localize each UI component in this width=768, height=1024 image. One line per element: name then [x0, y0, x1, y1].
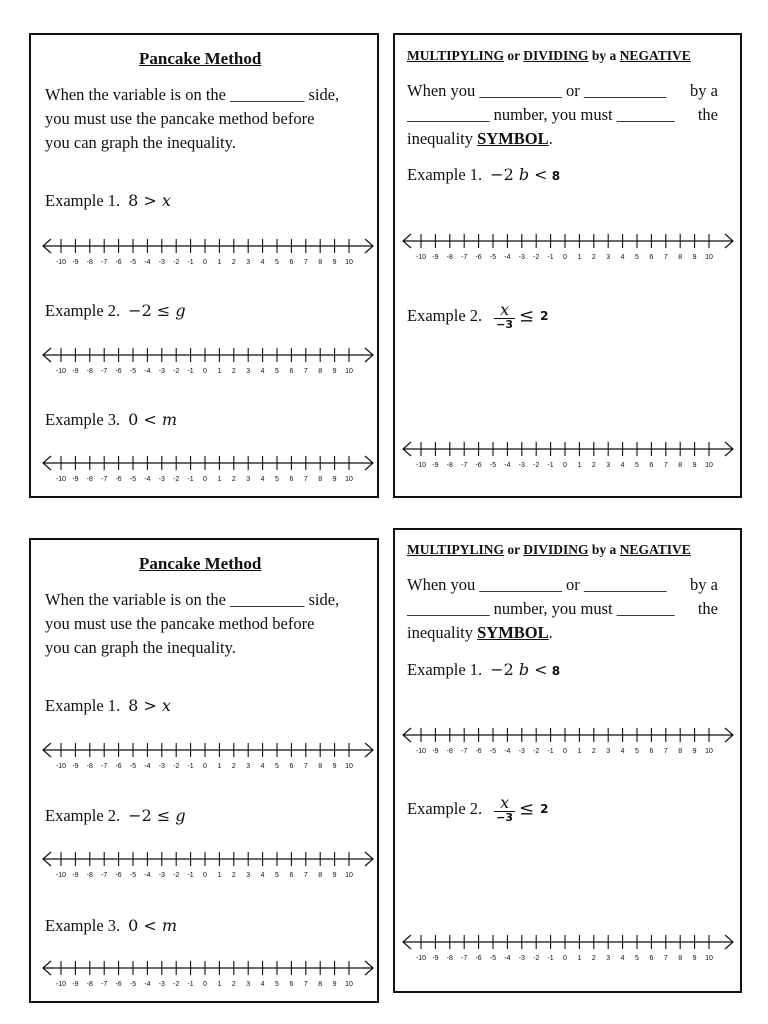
number-line-tick-label: 8 — [318, 259, 323, 266]
number-line-tick-label: 2 — [231, 981, 236, 988]
number-line-tick-label: 7 — [663, 462, 668, 469]
pancake-line-2: you must use the pancake method before — [45, 614, 315, 633]
number-line-tick-label: 0 — [563, 462, 567, 469]
number-line-tick-label: 4 — [620, 748, 625, 755]
number-line-tick-label: -5 — [129, 476, 137, 483]
number-line-tick-label: -8 — [86, 872, 93, 879]
number-line-tick-label: -3 — [518, 254, 525, 261]
number-line-tick-label: -7 — [101, 872, 108, 879]
number-line-tick-label: -10 — [415, 254, 427, 261]
example-expression: −2 b < 8 — [490, 165, 561, 184]
number-line-tick-label: -4 — [144, 763, 151, 770]
number-line-tick-label: -8 — [86, 368, 93, 375]
negative-line-1-a: When you __________ or __________ — [407, 81, 667, 100]
number-line-tick-label: 9 — [692, 748, 697, 755]
number-line-tick-label: 5 — [275, 981, 279, 988]
number-line-tick-label: 9 — [332, 872, 337, 879]
number-line-tick-label: -6 — [115, 981, 122, 988]
number-line-tick-label: 3 — [606, 462, 611, 469]
number-line-tick-label: 1 — [217, 259, 222, 266]
pancake-example-3 — [45, 916, 177, 936]
number-line-tick-label: 9 — [332, 476, 337, 483]
number-line-tick-label: 10 — [345, 368, 353, 375]
number-line-tick-label: -10 — [55, 259, 67, 266]
number-line-tick-label: 4 — [620, 462, 625, 469]
number-line-tick-label: 7 — [303, 476, 308, 483]
number-line-tick-label: -8 — [446, 955, 453, 962]
number-line-tick-label: -4 — [144, 981, 151, 988]
example-label: Example 3. — [45, 410, 121, 429]
number-line-tick-label: 4 — [620, 254, 625, 261]
number-line-tick-label: -4 — [144, 368, 151, 375]
example-label: Example 2. — [45, 301, 121, 320]
number-line-tick-label: -5 — [489, 462, 497, 469]
number-line-tick-label: -5 — [129, 872, 137, 879]
pancake-line-3: you can graph the inequality. — [45, 638, 236, 657]
number-line-tick-label: -7 — [461, 254, 468, 261]
number-line-tick-label: -4 — [144, 259, 151, 266]
number-line-tick-label: -6 — [475, 748, 482, 755]
number-line-tick-label: -1 — [547, 462, 554, 469]
number-line-tick-label: 5 — [635, 254, 639, 261]
number-line-tick-label: -6 — [115, 763, 122, 770]
number-line-tick-label: 5 — [275, 763, 279, 770]
number-line-tick-label: -7 — [101, 981, 108, 988]
number-line-tick-label: 7 — [303, 981, 308, 988]
number-line-tick-label: -5 — [129, 763, 137, 770]
number-line-tick-label: 3 — [606, 748, 611, 755]
number-line-tick-label: -9 — [72, 476, 79, 483]
number-line — [39, 958, 377, 990]
number-line-tick-label: 8 — [318, 763, 323, 770]
number-line — [39, 236, 377, 268]
number-line-tick-label: 7 — [303, 872, 308, 879]
negative-line-2-a: __________ number, you must _______ — [407, 599, 675, 618]
number-line-tick-label: -1 — [547, 955, 554, 962]
number-line-tick-label: -6 — [115, 259, 122, 266]
number-line-tick-label: 0 — [203, 368, 207, 375]
number-line-tick-label: -8 — [446, 462, 453, 469]
number-line-tick-label: -2 — [173, 259, 180, 266]
number-line-tick-label: 6 — [649, 462, 654, 469]
number-line — [39, 740, 377, 772]
number-line-tick-label: -10 — [55, 981, 67, 988]
number-line-tick-label: 3 — [606, 955, 611, 962]
number-line-tick-label: -4 — [144, 872, 151, 879]
number-line-tick-label: 10 — [705, 254, 713, 261]
number-line-tick-label: 1 — [577, 955, 582, 962]
number-line-tick-label: -7 — [101, 368, 108, 375]
number-line-tick-label: 4 — [260, 872, 265, 879]
pancake-card-top — [29, 33, 379, 498]
number-line-tick-label: 5 — [275, 476, 279, 483]
number-line-tick-label: -10 — [55, 368, 67, 375]
number-line-tick-label: -4 — [504, 748, 511, 755]
number-line — [39, 849, 377, 881]
number-line-tick-label: 3 — [246, 259, 251, 266]
negative-line-1-a: When you __________ or __________ — [407, 575, 667, 594]
number-line-tick-label: -9 — [72, 368, 79, 375]
number-line-tick-label: 3 — [246, 981, 251, 988]
number-line-tick-label: -6 — [475, 955, 482, 962]
number-line-tick-label: -7 — [101, 763, 108, 770]
number-line-tick-label: 9 — [332, 368, 337, 375]
number-line-tick-label: -6 — [115, 476, 122, 483]
number-line-tick-label: 5 — [635, 748, 639, 755]
number-line-tick-label: 5 — [635, 462, 639, 469]
number-line — [399, 439, 737, 471]
number-line-tick-label: 4 — [260, 368, 265, 375]
negative-line-3: inequality SYMBOL. — [407, 623, 553, 642]
number-line-tick-label: -10 — [415, 955, 427, 962]
number-line-tick-label: -6 — [115, 368, 122, 375]
number-line-tick-label: 7 — [303, 763, 308, 770]
number-line-tick-label: -5 — [489, 254, 497, 261]
number-line-tick-label: 8 — [678, 748, 683, 755]
number-line-tick-label: 6 — [649, 955, 654, 962]
pancake-example-1 — [45, 696, 171, 716]
number-line-tick-label: -1 — [187, 981, 194, 988]
number-line-tick-label: -4 — [504, 462, 511, 469]
number-line-tick-label: 1 — [217, 981, 222, 988]
number-line-tick-label: 3 — [246, 872, 251, 879]
number-line-tick-label: -7 — [101, 476, 108, 483]
number-line — [399, 932, 737, 964]
example-label: Example 1. — [45, 191, 121, 210]
pancake-example-1 — [45, 191, 171, 211]
number-line-tick-label: -8 — [446, 254, 453, 261]
number-line — [399, 725, 737, 757]
example-label: Example 2. — [407, 306, 483, 325]
number-line-tick-label: 10 — [705, 748, 713, 755]
number-line-tick-label: -3 — [158, 872, 165, 879]
number-line-tick-label: 6 — [289, 368, 294, 375]
number-line-tick-label: -1 — [187, 259, 194, 266]
pancake-card-bottom — [29, 538, 379, 1003]
number-line-tick-label: -4 — [504, 955, 511, 962]
negative-card-bottom — [393, 528, 742, 993]
negative-example-1 — [407, 660, 560, 680]
negative-line-3: inequality SYMBOL. — [407, 129, 553, 148]
number-line-tick-label: 6 — [289, 872, 294, 879]
number-line-tick-label: 9 — [692, 955, 697, 962]
number-line-tick-label: 5 — [275, 259, 279, 266]
number-line-tick-label: 1 — [217, 872, 222, 879]
number-line-tick-label: 10 — [345, 872, 353, 879]
number-line-tick-label: -2 — [533, 254, 540, 261]
number-line-tick-label: 4 — [260, 259, 265, 266]
number-line-tick-label: -4 — [144, 476, 151, 483]
number-line-tick-label: -2 — [533, 955, 540, 962]
number-line-tick-label: 0 — [563, 748, 567, 755]
number-line-tick-label: 4 — [260, 763, 265, 770]
number-line-tick-label: 10 — [345, 981, 353, 988]
pancake-line-2: you must use the pancake method before — [45, 109, 315, 128]
number-line-tick-label: -3 — [518, 748, 525, 755]
number-line-tick-label: 6 — [289, 476, 294, 483]
number-line-tick-label: 8 — [318, 368, 323, 375]
number-line-tick-label: -1 — [187, 872, 194, 879]
number-line-tick-label: 1 — [217, 476, 222, 483]
negative-line-2-a: __________ number, you must _______ — [407, 105, 675, 124]
number-line-tick-label: 2 — [231, 763, 236, 770]
number-line-tick-label: 0 — [203, 872, 207, 879]
number-line-tick-label: 3 — [246, 763, 251, 770]
pancake-line-1: When the variable is on the _________ side, — [45, 590, 340, 609]
number-line-tick-label: -10 — [55, 476, 67, 483]
fraction: $\frac{x}{-3}$ — [496, 300, 514, 331]
number-line-tick-label: 10 — [705, 462, 713, 469]
number-line-tick-label: -2 — [173, 763, 180, 770]
number-line-tick-label: 7 — [303, 259, 308, 266]
number-line-tick-label: 8 — [318, 476, 323, 483]
number-line-tick-label: 3 — [246, 368, 251, 375]
number-line-tick-label: -3 — [158, 763, 165, 770]
number-line-tick-label: -5 — [489, 955, 497, 962]
number-line-tick-label: 2 — [591, 462, 596, 469]
number-line-tick-label: 3 — [246, 476, 251, 483]
pancake-title: Pancake Method — [139, 554, 262, 573]
number-line-tick-label: -7 — [461, 462, 468, 469]
number-line-tick-label: 8 — [678, 955, 683, 962]
number-line-tick-label: 9 — [692, 462, 697, 469]
number-line-tick-label: -9 — [72, 872, 79, 879]
number-line-tick-label: -10 — [55, 872, 67, 879]
pancake-line-1: When the variable is on the _________ side, — [45, 85, 340, 104]
number-line-tick-label: 9 — [332, 763, 337, 770]
number-line-tick-label: -3 — [158, 368, 165, 375]
negative-card-top — [393, 33, 742, 498]
number-line-tick-label: 4 — [260, 981, 265, 988]
number-line — [399, 231, 737, 263]
number-line-tick-label: 0 — [203, 476, 207, 483]
number-line-tick-label: -2 — [533, 748, 540, 755]
number-line-tick-label: 4 — [620, 955, 625, 962]
number-line-tick-label: -5 — [489, 748, 497, 755]
number-line-tick-label: -10 — [415, 462, 427, 469]
number-line-tick-label: 0 — [563, 955, 567, 962]
number-line-tick-label: -3 — [158, 981, 165, 988]
number-line-tick-label: -8 — [86, 259, 93, 266]
negative-line-2-b: the — [697, 599, 718, 618]
number-line-tick-label: -1 — [187, 476, 194, 483]
number-line-tick-label: -5 — [129, 368, 137, 375]
number-line-tick-label: -7 — [461, 748, 468, 755]
pancake-example-2 — [45, 806, 186, 826]
example-label: Example 3. — [45, 916, 121, 935]
example-expression: −2 ≤ g — [128, 301, 186, 320]
number-line-tick-label: 7 — [663, 254, 668, 261]
number-line-tick-label: -9 — [72, 763, 79, 770]
number-line-tick-label: 3 — [606, 254, 611, 261]
negative-line-1-b: by a — [690, 575, 718, 594]
number-line-tick-label: -10 — [415, 748, 427, 755]
number-line-tick-label: -3 — [518, 955, 525, 962]
example-label: Example 1. — [407, 165, 483, 184]
number-line-tick-label: -9 — [432, 462, 439, 469]
number-line-tick-label: -2 — [173, 476, 180, 483]
number-line-tick-label: 8 — [318, 981, 323, 988]
number-line-tick-label: -5 — [129, 981, 137, 988]
negative-example-1 — [407, 165, 560, 185]
negative-line-2-b: the — [697, 105, 718, 124]
number-line-tick-label: -3 — [518, 462, 525, 469]
number-line-tick-label: -1 — [187, 763, 194, 770]
number-line-tick-label: -5 — [129, 259, 137, 266]
example-expression: 8 > x — [128, 696, 171, 715]
number-line-tick-label: -8 — [86, 476, 93, 483]
number-line-tick-label: -8 — [446, 748, 453, 755]
number-line-tick-label: -9 — [432, 254, 439, 261]
number-line-tick-label: 9 — [332, 981, 337, 988]
number-line-tick-label: 4 — [260, 476, 265, 483]
number-line-tick-label: 10 — [345, 763, 353, 770]
number-line-tick-label: -7 — [101, 259, 108, 266]
pancake-line-3: you can graph the inequality. — [45, 133, 236, 152]
number-line-tick-label: 7 — [303, 368, 308, 375]
number-line-tick-label: -7 — [461, 955, 468, 962]
number-line-tick-label: 7 — [663, 955, 668, 962]
number-line-tick-label: -2 — [533, 462, 540, 469]
number-line-tick-label: -3 — [158, 476, 165, 483]
number-line — [39, 453, 377, 485]
number-line-tick-label: -10 — [55, 763, 67, 770]
number-line-tick-label: -2 — [173, 368, 180, 375]
number-line — [39, 345, 377, 377]
number-line-tick-label: -1 — [547, 254, 554, 261]
number-line-tick-label: 2 — [231, 872, 236, 879]
number-line-tick-label: -6 — [475, 462, 482, 469]
number-line-tick-label: 5 — [275, 368, 279, 375]
number-line-tick-label: 8 — [678, 254, 683, 261]
number-line-tick-label: 1 — [577, 462, 582, 469]
number-line-tick-label: 5 — [635, 955, 639, 962]
pancake-example-3 — [45, 410, 177, 430]
example-expression: −2 ≤ g — [128, 806, 186, 825]
example-label: Example 2. — [407, 799, 483, 818]
number-line-tick-label: -2 — [173, 872, 180, 879]
number-line-tick-label: 1 — [577, 748, 582, 755]
example-expression: 8 > x — [128, 191, 171, 210]
number-line-tick-label: 10 — [345, 259, 353, 266]
number-line-tick-label: -1 — [547, 748, 554, 755]
pancake-title: Pancake Method — [139, 49, 262, 68]
number-line-tick-label: 1 — [217, 763, 222, 770]
number-line-tick-label: -9 — [72, 259, 79, 266]
number-line-tick-label: 1 — [217, 368, 222, 375]
number-line-tick-label: 0 — [203, 981, 207, 988]
pancake-example-2 — [45, 301, 186, 321]
fraction: $\frac{x}{-3}$ — [496, 793, 514, 824]
number-line-tick-label: 8 — [318, 872, 323, 879]
number-line-tick-label: -6 — [475, 254, 482, 261]
number-line-tick-label: 2 — [591, 955, 596, 962]
number-line-tick-label: 2 — [231, 476, 236, 483]
number-line-tick-label: 9 — [692, 254, 697, 261]
number-line-tick-label: 0 — [203, 259, 207, 266]
number-line-tick-label: 2 — [591, 748, 596, 755]
example-label: Example 1. — [45, 696, 121, 715]
number-line-tick-label: 0 — [563, 254, 567, 261]
number-line-tick-label: 2 — [591, 254, 596, 261]
number-line-tick-label: -1 — [187, 368, 194, 375]
example-expression: 0 < m — [128, 916, 178, 935]
example-expression: 0 < m — [128, 410, 178, 429]
number-line-tick-label: -9 — [432, 748, 439, 755]
number-line-tick-label: -4 — [504, 254, 511, 261]
number-line-tick-label: -6 — [115, 872, 122, 879]
number-line-tick-label: -9 — [72, 981, 79, 988]
number-line-tick-label: 0 — [203, 763, 207, 770]
number-line-tick-label: 5 — [275, 872, 279, 879]
number-line-tick-label: 6 — [289, 763, 294, 770]
number-line-tick-label: 6 — [289, 259, 294, 266]
number-line-tick-label: -8 — [86, 763, 93, 770]
number-line-tick-label: -3 — [158, 259, 165, 266]
negative-title: MULTIPYLING or DIVIDING by a NEGATIVE — [407, 48, 691, 63]
negative-example-2: Example 2. $\frac{x}{-3}$ ≤ 2 — [407, 793, 549, 824]
number-line-tick-label: 6 — [289, 981, 294, 988]
number-line-tick-label: 9 — [332, 259, 337, 266]
number-line-tick-label: -2 — [173, 981, 180, 988]
number-line-tick-label: 10 — [345, 476, 353, 483]
example-label: Example 1. — [407, 660, 483, 679]
negative-line-1-b: by a — [690, 81, 718, 100]
number-line-tick-label: 7 — [663, 748, 668, 755]
example-label: Example 2. — [45, 806, 121, 825]
number-line-tick-label: -8 — [86, 981, 93, 988]
number-line-tick-label: 6 — [649, 748, 654, 755]
number-line-tick-label: 6 — [649, 254, 654, 261]
number-line-tick-label: 10 — [705, 955, 713, 962]
negative-title: MULTIPYLING or DIVIDING by a NEGATIVE — [407, 542, 691, 557]
number-line-tick-label: 1 — [577, 254, 582, 261]
number-line-tick-label: 2 — [231, 368, 236, 375]
negative-example-2: Example 2. $\frac{x}{-3}$ ≤ 2 — [407, 300, 549, 331]
number-line-tick-label: -9 — [432, 955, 439, 962]
number-line-tick-label: 2 — [231, 259, 236, 266]
example-expression: −2 b < 8 — [490, 660, 561, 679]
number-line-tick-label: 8 — [678, 462, 683, 469]
